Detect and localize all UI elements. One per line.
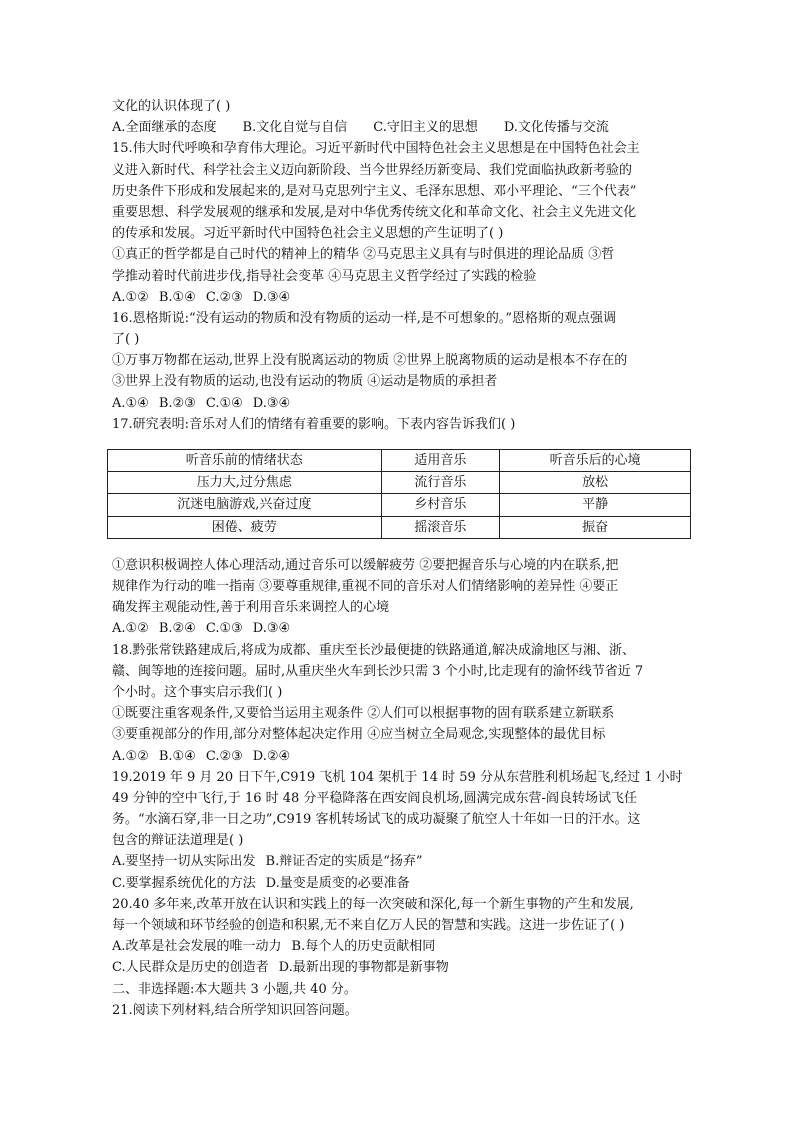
table-header-row bbox=[108, 450, 691, 472]
music-emotion-table bbox=[107, 449, 691, 539]
q18-option-b[interactable]: B.①④ bbox=[158, 748, 196, 764]
q14-options bbox=[112, 117, 692, 138]
q14-option-a[interactable]: A.全面继承的态度 bbox=[112, 120, 217, 136]
table-cell: 沉迷电脑游戏,兴奋过度 bbox=[108, 494, 382, 516]
q14-option-c[interactable]: C.守旧主义的思想 bbox=[373, 120, 478, 136]
q14-option-d[interactable]: D.文化传播与交流 bbox=[503, 120, 609, 136]
q17-option-c[interactable]: C.①③ bbox=[205, 621, 243, 637]
q18-line: 赣、闽等地的连接问题。届时,从重庆坐火车到长沙只需 3 个小时,比走现有的渝怀线节省近 7 bbox=[112, 663, 644, 679]
q19-line: 19.2019 年 9 月 20 日下午,C919 飞机 104 架机于 14 时 59 分从东营胜利机场起飞,经过 1 小时 bbox=[112, 769, 683, 785]
q20-option-c[interactable]: C.人民群众是历史的创造者 bbox=[112, 960, 269, 976]
table-header: 听音乐后的心境 bbox=[500, 450, 691, 472]
table-cell: 困倦、疲劳 bbox=[108, 516, 382, 538]
q17-stem: 17.研究表明:音乐对人们的情绪有着重要的影响。下表内容告诉我们( ) bbox=[112, 416, 516, 432]
table-cell: 振奋 bbox=[500, 516, 691, 538]
q16-line: ①万事万物都在运动,世界上没有脱离运动的物质 ②世界上脱离物质的运动是根本不存在的 bbox=[112, 353, 628, 369]
table-cell: 平静 bbox=[500, 494, 691, 516]
q20-option-b[interactable]: B.每个人的历史贡献相同 bbox=[291, 939, 436, 955]
q17-line: 规律作为行动的唯一指南 ③要尊重规律,重视不同的音乐对人们情绪影响的差异性 ④要正 bbox=[112, 579, 619, 594]
q15-line: 重要思想、科学发展观的继承和发展,是对中华优秀传统文化和革命文化、社会主义先进文化 bbox=[112, 204, 637, 220]
q17-option-d[interactable]: D.③④ bbox=[252, 621, 291, 637]
q20-line: 每一个领域和环节经验的创造和积累,无不来自亿万人民的智慧和实践。这进一步佐证了( ) bbox=[112, 918, 625, 933]
q16-line: 16.恩格斯说:“没有运动的物质和没有物质的运动一样,是不可想象的。”恩格斯的观点强调 bbox=[112, 310, 616, 326]
q18-line: 18.黔张常铁路建成后,将成为成都、重庆至长沙最便捷的铁路通道,解决成渝地区与湘、浙、 bbox=[112, 642, 635, 658]
q17-option-b[interactable]: B.②④ bbox=[158, 621, 196, 637]
q20-option-a[interactable]: A.改革是社会发展的唯一动力 bbox=[112, 939, 282, 955]
q15-line: 的传承和发展。习近平新时代中国特色社会主义思想的产生证明了( ) bbox=[112, 226, 504, 242]
table-row bbox=[108, 472, 691, 494]
q20-line: 20.40 多年来,改革开放在认识和实践上的每一次突破和深化,每一个新生事物的产生和发展, bbox=[112, 896, 634, 912]
table-cell: 乡村音乐 bbox=[381, 494, 500, 516]
exam-page bbox=[112, 96, 692, 1021]
table-cell: 压力大,过分焦虑 bbox=[108, 472, 382, 494]
q15-line: ①真正的哲学都是自己时代的精神上的精华 ②马克思主义具有与时俱进的理论品质 ③哲 bbox=[112, 247, 615, 263]
q17-line: 确发挥主观能动性,善于利用音乐来调控人的心境 bbox=[112, 600, 390, 616]
q18-option-c[interactable]: C.②③ bbox=[205, 748, 243, 764]
q19-option-c[interactable]: C.要掌握系统优化的方法 bbox=[112, 875, 256, 891]
table-cell: 放松 bbox=[500, 472, 691, 494]
table-header: 适用音乐 bbox=[381, 450, 500, 472]
q18-line: 个小时。这个事实启示我们( ) bbox=[112, 684, 283, 700]
table-row bbox=[108, 494, 691, 516]
q16-line: 了( ) bbox=[112, 332, 140, 348]
table-header: 听音乐前的情绪状态 bbox=[108, 450, 382, 472]
q19-options-row2 bbox=[112, 873, 692, 894]
q15-option-b[interactable]: B.①④ bbox=[158, 289, 196, 305]
q15-option-c[interactable]: C.②③ bbox=[205, 289, 243, 305]
q15-option-d[interactable]: D.③④ bbox=[252, 289, 291, 305]
q18-option-a[interactable]: A.①② bbox=[112, 748, 149, 764]
q18-line: ①既要注重客观条件,又要恰当运用主观条件 ②人们可以根据事物的固有联系建立新联系 bbox=[112, 706, 615, 722]
q16-option-b[interactable]: B.②③ bbox=[158, 395, 196, 411]
q16-line: ③世界上没有物质的运动,也没有运动的物质 ④运动是物质的承担者 bbox=[112, 374, 498, 390]
q19-line: 务。“水滴石穿,非一日之功”,C919 客机转场试飞的成功凝聚了航空人十年如一日的汗水。这 bbox=[112, 812, 641, 828]
q15-line: 历史条件下形成和发展起来的,是对马克思列宁主义、毛泽东思想、邓小平理论、“三个代表” bbox=[112, 183, 637, 199]
q16-option-c[interactable]: C.①④ bbox=[205, 395, 243, 411]
table-cell: 流行音乐 bbox=[381, 472, 500, 494]
q17-options bbox=[112, 618, 692, 639]
q15-options bbox=[112, 287, 692, 308]
q19-line: 49 分钟的空中飞行,于 16 时 48 分平稳降落在西安阎良机场,圆满完成东营-阎良转场试飞任 bbox=[112, 790, 637, 806]
q19-option-a[interactable]: A.要坚持一切从实际出发 bbox=[112, 854, 256, 870]
q19-option-b[interactable]: B.辩证否定的实质是“扬弃” bbox=[265, 854, 423, 870]
q20-options-row2 bbox=[112, 957, 692, 978]
q15-line: 义进入新时代、科学社会主义迈向新阶段、当今世界经历新变局、我们党面临执政新考验的 bbox=[112, 162, 633, 178]
q16-options bbox=[112, 393, 692, 414]
q18-option-d[interactable]: D.②④ bbox=[252, 748, 291, 764]
q20-option-d[interactable]: D.最新出现的事物都是新事物 bbox=[278, 960, 449, 976]
q19-option-d[interactable]: D.量变是质变的必要准备 bbox=[265, 875, 410, 891]
q17-line: ①意识积极调控人体心理活动,通过音乐可以缓解疲劳 ②要把握音乐与心境的内在联系,把 bbox=[112, 557, 619, 573]
section2-heading: 二、非选择题:本大题共 3 小题,共 40 分。 bbox=[112, 981, 357, 997]
q16-option-a[interactable]: A.①④ bbox=[112, 395, 149, 411]
table-row bbox=[108, 516, 691, 538]
q19-line: 包含的辩证法道理是( ) bbox=[112, 833, 244, 849]
q16-option-d[interactable]: D.③④ bbox=[252, 395, 291, 411]
q21-stem: 21.阅读下列材料,结合所学知识回答问题。 bbox=[112, 1002, 358, 1018]
q14-option-b[interactable]: B.文化自觉与自信 bbox=[242, 120, 348, 136]
q14-stem-end: 文化的认识体现了( ) bbox=[112, 99, 231, 114]
q17-option-a[interactable]: A.①② bbox=[112, 621, 149, 637]
table-cell: 摇滚音乐 bbox=[381, 516, 500, 538]
q18-options bbox=[112, 746, 692, 767]
q19-options-row1 bbox=[112, 851, 692, 872]
q18-line: ③要重视部分的作用,部分对整体起决定作用 ④应当树立全局观念,实现整体的最优目标 bbox=[112, 727, 606, 743]
q15-line: 学推动着时代前进步伐,指导社会变革 ④马克思主义哲学经过了实践的检验 bbox=[112, 268, 537, 284]
q15-option-a[interactable]: A.①② bbox=[112, 289, 149, 305]
q15-line: 15.伟大时代呼唤和孕育伟大理论。习近平新时代中国特色社会主义思想是在中国特色社会主 bbox=[112, 141, 640, 157]
q20-options-row1 bbox=[112, 936, 692, 957]
